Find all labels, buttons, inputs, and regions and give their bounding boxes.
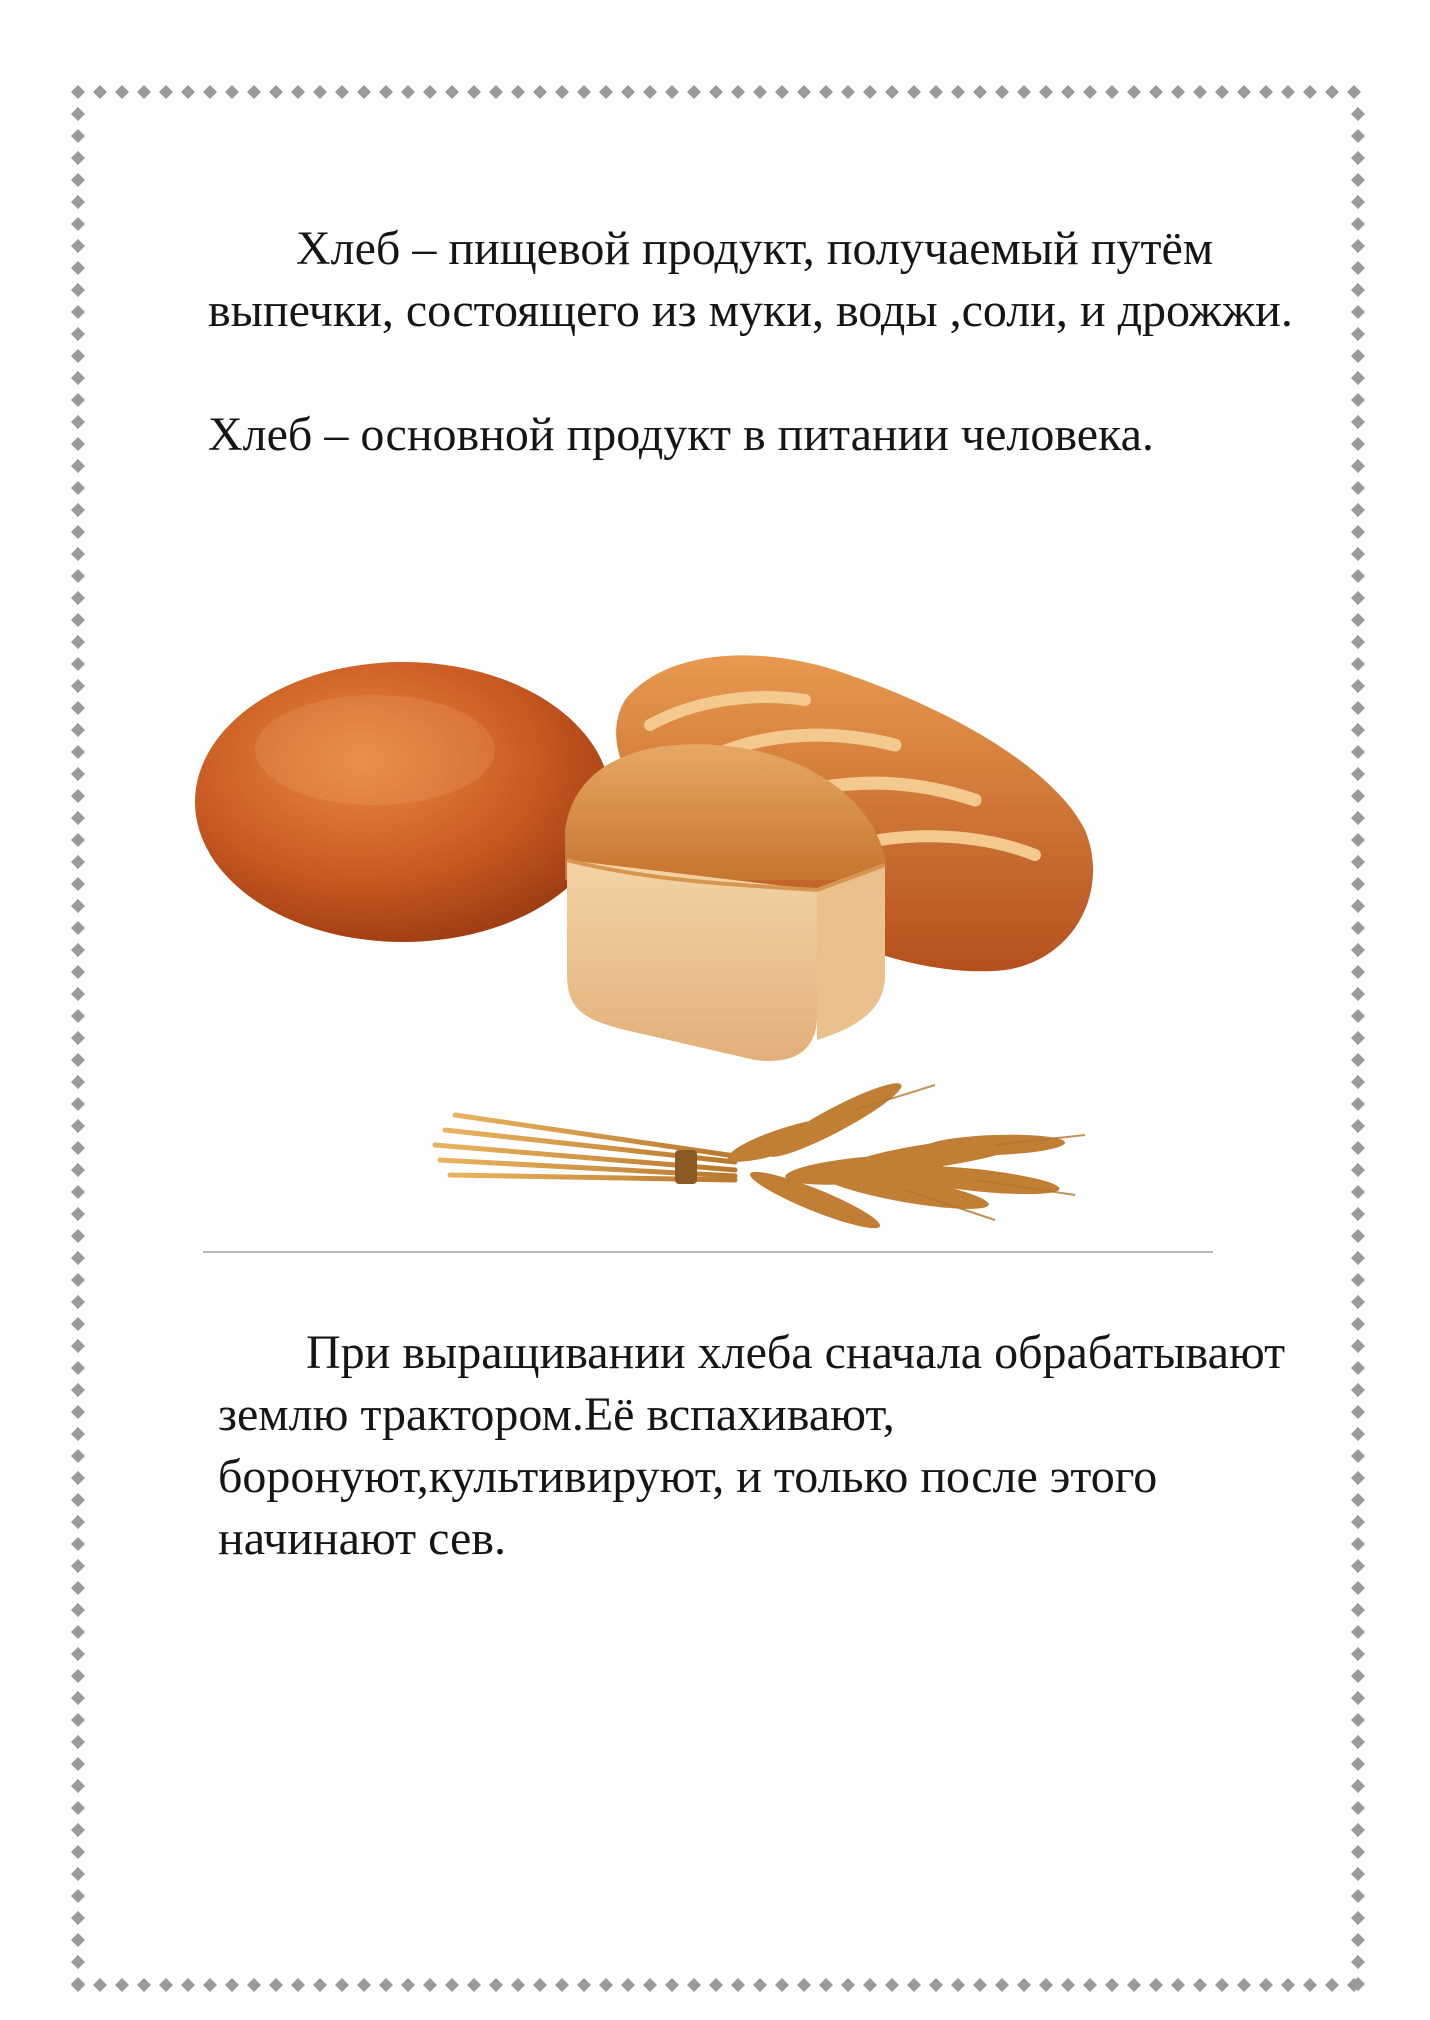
border-diamond <box>621 85 635 99</box>
border-diamond <box>775 1978 789 1992</box>
border-diamond <box>665 1978 679 1992</box>
border-diamond <box>819 1978 833 1992</box>
border-diamond <box>1351 635 1365 649</box>
border-diamond <box>599 85 613 99</box>
border-diamond <box>1017 1978 1031 1992</box>
border-diamond <box>71 1493 85 1507</box>
border-diamond <box>1039 85 1053 99</box>
border-diamond <box>71 1405 85 1419</box>
border-diamond <box>71 1449 85 1463</box>
border-diamond <box>71 789 85 803</box>
border-diamond <box>1281 1978 1295 1992</box>
border-diamond <box>1351 129 1365 143</box>
border-diamond <box>1351 547 1365 561</box>
border-diamond <box>71 1251 85 1265</box>
border-diamond <box>71 195 85 209</box>
border-diamond <box>1351 239 1365 253</box>
border-diamond <box>71 1757 85 1771</box>
border-diamond <box>379 1978 393 1992</box>
border-diamond <box>1351 1757 1365 1771</box>
border-diamond <box>1351 767 1365 781</box>
border-diamond <box>71 327 85 341</box>
border-diamond <box>1351 195 1365 209</box>
border-diamond <box>313 1978 327 1992</box>
border-diamond <box>973 85 987 99</box>
border-diamond <box>93 1978 107 1992</box>
border-diamond <box>753 85 767 99</box>
border-diamond <box>1061 85 1075 99</box>
border-diamond <box>1351 569 1365 583</box>
border-diamond <box>71 569 85 583</box>
border-diamond <box>1193 1978 1207 1992</box>
border-diamond <box>1083 1978 1097 1992</box>
border-diamond <box>181 85 195 99</box>
border-diamond <box>401 85 415 99</box>
border-diamond <box>445 85 459 99</box>
border-diamond <box>71 1669 85 1683</box>
border-diamond <box>1351 173 1365 187</box>
border-diamond <box>1351 1097 1365 1111</box>
border-diamond <box>863 1978 877 1992</box>
border-diamond <box>1351 1031 1365 1045</box>
border-diamond <box>841 1978 855 1992</box>
border-diamond <box>71 1779 85 1793</box>
border-diamond <box>841 85 855 99</box>
border-diamond <box>863 85 877 99</box>
border-diamond <box>1351 1009 1365 1023</box>
border-diamond <box>71 1427 85 1441</box>
border-diamond <box>819 85 833 99</box>
border-diamond <box>71 1339 85 1353</box>
border-diamond <box>71 1735 85 1749</box>
border-diamond <box>775 85 789 99</box>
border-diamond <box>797 1978 811 1992</box>
border-diamond <box>71 481 85 495</box>
border-diamond <box>71 855 85 869</box>
border-diamond <box>709 1978 723 1992</box>
border-diamond <box>1351 943 1365 957</box>
border-diamond <box>555 85 569 99</box>
border-diamond <box>71 283 85 297</box>
border-diamond <box>1351 1361 1365 1375</box>
border-diamond <box>313 85 327 99</box>
border-diamond <box>71 305 85 319</box>
border-diamond <box>1351 1141 1365 1155</box>
border-diamond <box>71 1845 85 1859</box>
border-diamond <box>71 1933 85 1947</box>
border-diamond <box>687 1978 701 1992</box>
border-diamond <box>1017 85 1031 99</box>
border-diamond <box>1237 1978 1251 1992</box>
border-diamond <box>1303 1978 1317 1992</box>
border-diamond <box>225 1978 239 1992</box>
border-diamond <box>71 745 85 759</box>
border-diamond <box>423 1978 437 1992</box>
border-diamond <box>71 657 85 671</box>
border-diamond <box>1351 1207 1365 1221</box>
border-diamond <box>1351 1163 1365 1177</box>
border-diamond <box>71 217 85 231</box>
border-diamond <box>71 833 85 847</box>
border-diamond <box>71 1515 85 1529</box>
border-diamond <box>1351 1493 1365 1507</box>
border-diamond <box>71 1295 85 1309</box>
border-diamond <box>71 943 85 957</box>
border-diamond <box>1127 1978 1141 1992</box>
border-diamond <box>71 1889 85 1903</box>
border-diamond <box>1351 1075 1365 1089</box>
border-diamond <box>71 1053 85 1067</box>
border-diamond <box>203 85 217 99</box>
border-diamond <box>1259 1978 1273 1992</box>
border-diamond <box>533 1978 547 1992</box>
border-diamond <box>71 1537 85 1551</box>
border-diamond <box>1171 85 1185 99</box>
border-diamond <box>1351 371 1365 385</box>
border-diamond <box>577 1978 591 1992</box>
border-diamond <box>643 85 657 99</box>
border-diamond <box>1351 151 1365 165</box>
border-diamond <box>71 393 85 407</box>
border-diamond <box>71 1647 85 1661</box>
border-diamond <box>401 1978 415 1992</box>
border-diamond <box>291 85 305 99</box>
border-diamond <box>511 85 525 99</box>
border-diamond <box>1351 1823 1365 1837</box>
border-diamond <box>1351 1317 1365 1331</box>
border-diamond <box>1351 1251 1365 1265</box>
border-diamond <box>71 1031 85 1045</box>
border-diamond <box>1351 1229 1365 1243</box>
border-diamond <box>71 1119 85 1133</box>
border-diamond <box>71 525 85 539</box>
border-diamond <box>1351 1383 1365 1397</box>
border-diamond <box>71 987 85 1001</box>
border-diamond <box>1351 1449 1365 1463</box>
border-diamond <box>1351 1779 1365 1793</box>
border-diamond <box>71 701 85 715</box>
border-diamond <box>1351 437 1365 451</box>
border-diamond <box>1351 877 1365 891</box>
border-diamond <box>885 1978 899 1992</box>
border-diamond <box>1351 525 1365 539</box>
border-diamond <box>951 85 965 99</box>
border-diamond <box>71 173 85 187</box>
border-diamond <box>357 85 371 99</box>
border-diamond <box>1351 613 1365 627</box>
border-diamond <box>1325 1978 1339 1992</box>
border-diamond <box>885 85 899 99</box>
border-diamond <box>1351 789 1365 803</box>
border-diamond <box>1351 1581 1365 1595</box>
border-diamond <box>489 1978 503 1992</box>
border-diamond <box>489 85 503 99</box>
border-diamond <box>93 85 107 99</box>
border-diamond <box>1237 85 1251 99</box>
border-diamond <box>731 1978 745 1992</box>
border-diamond <box>137 85 151 99</box>
border-diamond <box>71 723 85 737</box>
border-diamond <box>71 107 85 121</box>
border-diamond <box>115 1978 129 1992</box>
border-diamond <box>335 1978 349 1992</box>
border-diamond <box>71 635 85 649</box>
border-diamond <box>71 767 85 781</box>
border-diamond <box>1351 393 1365 407</box>
border-diamond <box>71 679 85 693</box>
border-diamond <box>731 85 745 99</box>
border-diamond <box>599 1978 613 1992</box>
border-diamond <box>643 1978 657 1992</box>
border-diamond <box>71 1009 85 1023</box>
border-diamond <box>973 1978 987 1992</box>
border-diamond <box>269 1978 283 1992</box>
border-diamond <box>71 1229 85 1243</box>
border-diamond <box>159 85 173 99</box>
border-diamond <box>1351 261 1365 275</box>
border-diamond <box>1351 459 1365 473</box>
border-diamond <box>71 437 85 451</box>
border-diamond <box>71 1823 85 1837</box>
border-diamond <box>71 1603 85 1617</box>
border-diamond <box>1351 283 1365 297</box>
border-diamond <box>1351 1295 1365 1309</box>
border-diamond <box>71 459 85 473</box>
border-diamond <box>71 1955 85 1969</box>
border-diamond <box>1351 723 1365 737</box>
border-diamond <box>71 1273 85 1287</box>
border-diamond <box>1351 1911 1365 1925</box>
border-diamond <box>379 85 393 99</box>
border-diamond <box>71 1141 85 1155</box>
round-rye-loaf-icon <box>195 662 611 942</box>
border-diamond <box>71 1713 85 1727</box>
border-diamond <box>335 85 349 99</box>
border-diamond <box>71 1383 85 1397</box>
border-diamond <box>1351 855 1365 869</box>
border-diamond <box>1351 1889 1365 1903</box>
border-diamond <box>1351 1273 1365 1287</box>
border-diamond <box>71 239 85 253</box>
border-diamond <box>1149 1978 1163 1992</box>
border-diamond <box>71 1075 85 1089</box>
border-diamond <box>995 85 1009 99</box>
border-diamond <box>995 1978 1009 1992</box>
border-diamond <box>269 85 283 99</box>
border-diamond <box>1351 1405 1365 1419</box>
border-diamond <box>71 1097 85 1111</box>
border-diamond <box>1351 1845 1365 1859</box>
border-diamond <box>291 1978 305 1992</box>
border-diamond <box>1127 85 1141 99</box>
border-diamond <box>1351 1647 1365 1661</box>
border-diamond <box>1351 701 1365 715</box>
border-diamond <box>907 85 921 99</box>
border-diamond <box>1351 305 1365 319</box>
border-diamond <box>423 85 437 99</box>
border-diamond <box>1351 921 1365 935</box>
border-diamond <box>1105 85 1119 99</box>
border-diamond <box>1351 833 1365 847</box>
border-diamond <box>1039 1978 1053 1992</box>
border-diamond <box>1171 1978 1185 1992</box>
border-diamond <box>1351 1713 1365 1727</box>
border-diamond <box>71 1317 85 1331</box>
border-diamond <box>1215 85 1229 99</box>
border-diamond <box>445 1978 459 1992</box>
border-diamond <box>71 1867 85 1881</box>
definition-paragraph <box>208 218 1328 342</box>
border-diamond <box>753 1978 767 1992</box>
border-diamond <box>71 503 85 517</box>
border-diamond <box>71 877 85 891</box>
border-diamond <box>71 899 85 913</box>
border-diamond <box>1351 1933 1365 1947</box>
border-diamond <box>1215 1978 1229 1992</box>
border-diamond <box>1351 1955 1365 1969</box>
border-diamond <box>1351 1603 1365 1617</box>
border-diamond <box>1351 591 1365 605</box>
border-diamond <box>1105 1978 1119 1992</box>
border-diamond <box>1351 899 1365 913</box>
border-diamond <box>1351 1053 1365 1067</box>
border-diamond <box>577 85 591 99</box>
border-diamond <box>1325 85 1339 99</box>
border-diamond <box>1351 1471 1365 1485</box>
border-diamond <box>1351 1559 1365 1573</box>
border-diamond <box>357 1978 371 1992</box>
border-diamond <box>1351 1119 1365 1133</box>
border-diamond <box>203 1978 217 1992</box>
border-diamond <box>71 1581 85 1595</box>
border-diamond <box>709 85 723 99</box>
border-diamond <box>797 85 811 99</box>
border-diamond <box>71 349 85 363</box>
border-diamond <box>71 1977 85 1991</box>
border-diamond <box>1083 85 1097 99</box>
border-diamond <box>1351 1185 1365 1199</box>
border-diamond <box>929 85 943 99</box>
border-diamond <box>533 85 547 99</box>
border-diamond <box>511 1978 525 1992</box>
border-diamond <box>71 1207 85 1221</box>
border-diamond <box>1351 1515 1365 1529</box>
border-diamond <box>1351 107 1365 121</box>
border-diamond <box>665 85 679 99</box>
border-diamond <box>621 1978 635 1992</box>
border-diamond <box>71 591 85 605</box>
border-diamond <box>71 1559 85 1573</box>
staple-paragraph <box>208 404 1328 466</box>
border-diamond <box>71 1163 85 1177</box>
border-diamond <box>1303 85 1317 99</box>
border-diamond <box>71 613 85 627</box>
border-diamond <box>159 1978 173 1992</box>
border-diamond <box>1351 987 1365 1001</box>
border-diamond <box>71 371 85 385</box>
border-diamond <box>1281 85 1295 99</box>
border-diamond <box>71 261 85 275</box>
border-diamond <box>1351 481 1365 495</box>
border-diamond <box>1351 1339 1365 1353</box>
border-diamond <box>1351 503 1365 517</box>
border-diamond <box>1259 85 1273 99</box>
border-diamond <box>1351 1867 1365 1881</box>
border-diamond <box>1351 679 1365 693</box>
border-diamond <box>137 1978 151 1992</box>
border-diamond <box>71 1471 85 1485</box>
border-diamond <box>71 1361 85 1375</box>
border-diamond <box>181 1978 195 1992</box>
border-diamond <box>1351 415 1365 429</box>
border-diamond <box>1351 657 1365 671</box>
border-diamond <box>1351 745 1365 759</box>
wheat-sheaf-icon <box>435 1074 1085 1236</box>
border-diamond <box>71 1185 85 1199</box>
bread-illustration <box>195 630 1225 1280</box>
border-diamond <box>71 129 85 143</box>
border-diamond <box>71 1625 85 1639</box>
border-diamond <box>247 1978 261 1992</box>
border-diamond <box>1351 811 1365 825</box>
border-diamond <box>929 1978 943 1992</box>
border-diamond <box>1351 1735 1365 1749</box>
border-diamond <box>1061 1978 1075 1992</box>
border-diamond <box>1351 327 1365 341</box>
border-diamond <box>71 151 85 165</box>
border-diamond <box>71 1691 85 1705</box>
border-diamond <box>467 85 481 99</box>
border-diamond <box>907 1978 921 1992</box>
border-diamond <box>951 1978 965 1992</box>
border-diamond <box>225 85 239 99</box>
border-diamond <box>71 1911 85 1925</box>
border-diamond <box>1193 85 1207 99</box>
border-diamond <box>555 1978 569 1992</box>
border-diamond <box>1149 85 1163 99</box>
staple-text: Хлеб – основной продукт в питании человека. <box>208 408 1154 461</box>
border-diamond <box>1351 217 1365 231</box>
border-diamond <box>1351 349 1365 363</box>
border-diamond <box>247 85 261 99</box>
cultivation-text: При выращивании хлеба сначала обрабатывают землю трактором.Её вспахивают, боронуют,культивируют, и только после этого начинают сев. <box>218 1326 1286 1565</box>
border-diamond <box>1351 1537 1365 1551</box>
border-diamond <box>1347 85 1361 99</box>
border-diamond <box>1351 1669 1365 1683</box>
border-diamond <box>1351 1427 1365 1441</box>
border-diamond <box>71 921 85 935</box>
divider-line <box>203 1251 1213 1253</box>
border-diamond <box>467 1978 481 1992</box>
border-diamond <box>71 1801 85 1815</box>
border-diamond <box>1351 1801 1365 1815</box>
definition-text: Хлеб – пищевой продукт, получаемый путём выпечки, состоящего из муки, воды ,соли, и дрожжи. <box>208 222 1293 337</box>
border-diamond <box>71 547 85 561</box>
border-diamond <box>71 811 85 825</box>
brick-loaf-icon <box>565 744 885 1061</box>
border-diamond <box>71 965 85 979</box>
border-diamond <box>71 415 85 429</box>
border-diamond <box>1351 965 1365 979</box>
border-diamond <box>71 85 85 99</box>
border-diamond <box>1351 1691 1365 1705</box>
cultivation-paragraph <box>218 1322 1338 1570</box>
border-diamond <box>1351 1625 1365 1639</box>
border-diamond <box>687 85 701 99</box>
border-diamond <box>115 85 129 99</box>
